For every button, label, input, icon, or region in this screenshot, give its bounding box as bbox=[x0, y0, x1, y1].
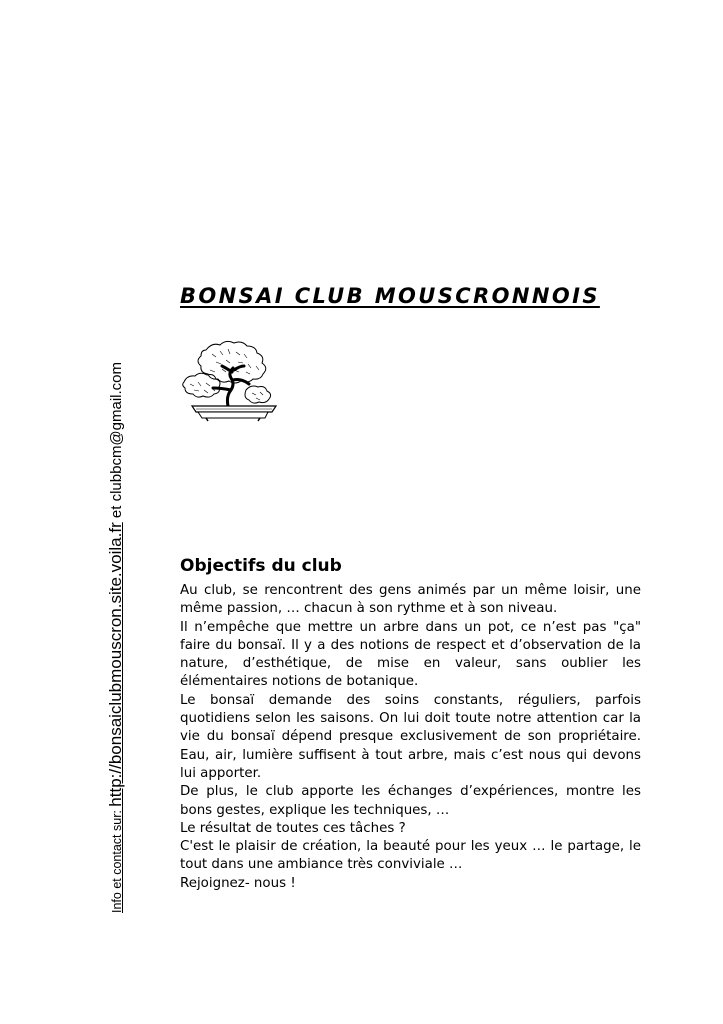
contact-label: Info et contact sur: bbox=[110, 806, 124, 913]
section-heading: Objectifs du club bbox=[180, 556, 342, 576]
paragraph: De plus, le club apporte les échanges d’expériences, montre les bons gestes, explique les techniques, … bbox=[180, 784, 641, 818]
objectives-text bbox=[180, 582, 641, 893]
paragraph: Rejoignez- nous ! bbox=[180, 875, 296, 891]
paragraph: Le bonsaï demande des soins constants, réguliers, parfois quotidiens selon les saisons. On lui doit toute notre attention car la vie du bonsaï dépend presque exclusivement de son propriétaire. Eau, air, lumière suffisent à tout arbre, mais c’est nous qui devons lui apporter. bbox=[180, 692, 641, 781]
club-title: BONSAI CLUB MOUSCRONNOIS bbox=[180, 284, 600, 308]
website-link[interactable]: http://bonsaiclubmouscron.site.voila.fr bbox=[106, 522, 125, 807]
contact-info bbox=[108, 362, 125, 913]
paragraph: Au club, se rencontrent des gens animés par un même loisir, une même passion, … chacun à son rythme et à son niveau. bbox=[180, 583, 641, 617]
paragraph: Le résultat de toutes ces tâches ? bbox=[180, 820, 406, 836]
email-text: et clubbcm@gmail.com bbox=[108, 361, 125, 523]
paragraph: C'est le plaisir de création, la beauté pour les yeux … le partage, le tout dans une ambiance très conviviale … bbox=[180, 839, 641, 873]
bonsai-tree-icon bbox=[176, 336, 284, 422]
paragraph: Il n’empêche que mettre un arbre dans un pot, ce n’est pas "ça" faire du bonsaï. Il y a des notions de respect et d’observation de la nature, d’esthétique, de mise en valeur, sans oublier les élémentaires notions de botanique. bbox=[180, 619, 641, 690]
